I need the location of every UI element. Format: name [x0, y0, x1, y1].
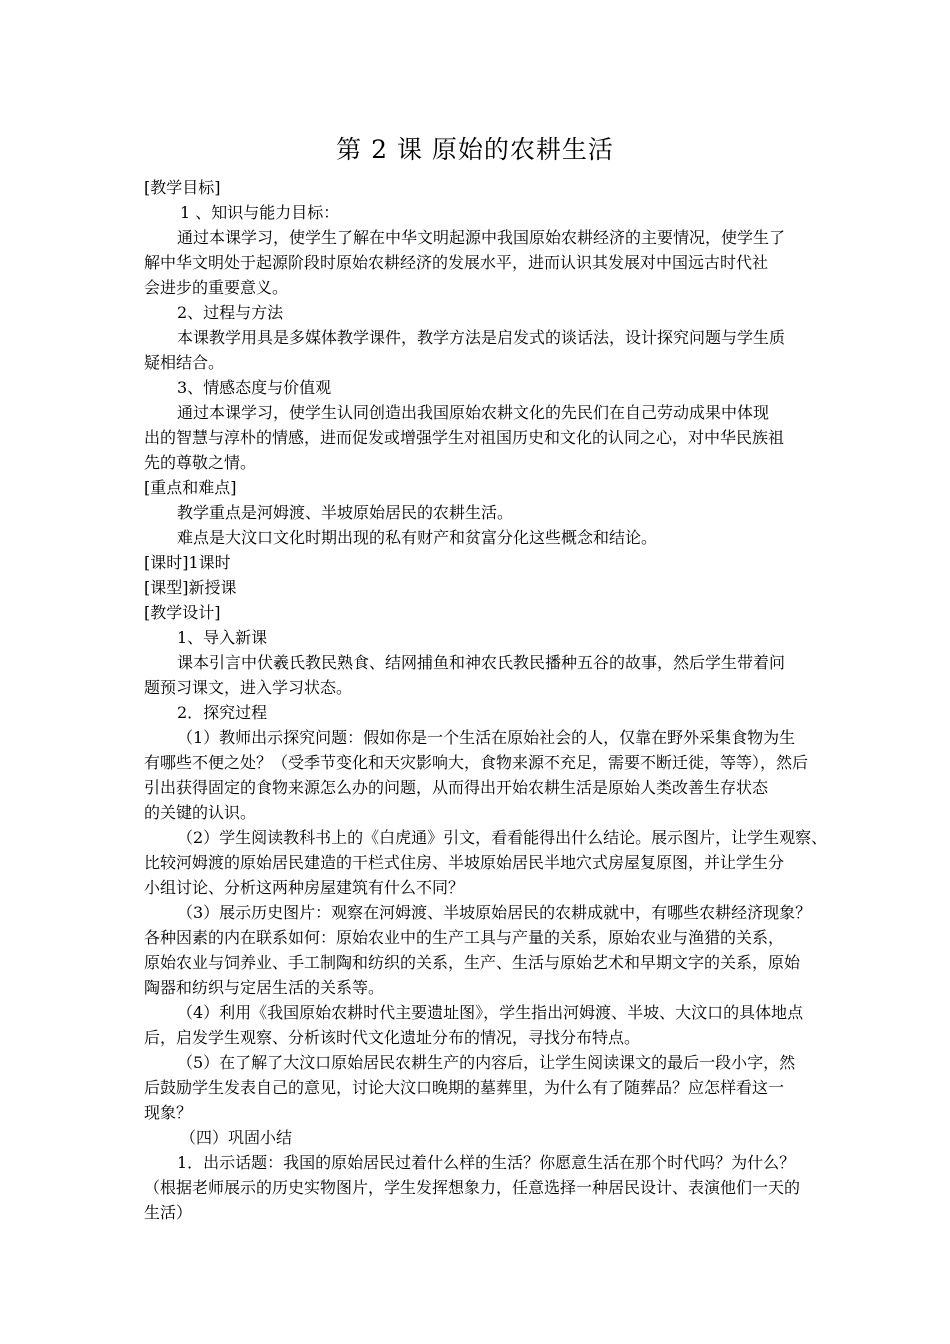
paragraph-line: 题预习课文，进入学习状态。 — [144, 678, 353, 697]
paragraph-line: 引出获得固定的食物来源怎么办的问题，从而得出开始农耕生活是原始人类改善生存状态 — [144, 778, 769, 797]
paragraph-line: 教学重点是河姆渡、半坡原始居民的农耕生活。 — [177, 503, 514, 522]
paragraph-line: 的关键的认识。 — [144, 803, 257, 822]
paragraph-line: 通过本课学习，使学生认同创造出我国原始农耕文化的先民们在自己劳动成果中体现 — [177, 403, 770, 422]
paragraph-line: 出的智慧与淳朴的情感，进而促发或增强学生对祖国历史和文化的认同之心，对中华民族祖 — [144, 428, 785, 447]
paragraph-line: 各种因素的内在联系如何：原始农业中的生产工具与产量的关系，原始农业与渔猎的关系， — [144, 928, 785, 947]
paragraph-line: 会进步的重要意义。 — [144, 278, 289, 297]
paragraph-line: 比较河姆渡的原始居民建造的干栏式住房、半坡原始居民半地穴式房屋复原图，并让学生分 — [144, 853, 785, 872]
paragraph-line: 小组讨论、分析这两种房屋建筑有什么不同？ — [144, 878, 465, 897]
paragraph-line: （3）展示历史图片：观察在河姆渡、半坡原始居民的农耕成就中，有哪些农耕经济现象？ — [177, 903, 812, 922]
paragraph-line: 后鼓励学生发表自己的意见，讨论大汶口晚期的墓葬里，为什么有了随葬品？应怎样看这一 — [144, 1078, 785, 1097]
section-heading-type: [课型]新授课 — [144, 578, 237, 597]
subheading: 3、情感态度与价值观 — [177, 378, 332, 397]
paragraph-line: （2）学生阅读教科书上的《白虎通》引文，看看能得出什么结论。展示图片，让学生观察、 — [177, 828, 828, 847]
paragraph-line: 现象？ — [144, 1103, 193, 1122]
paragraph-line: 后，启发学生观察、分析该时代文化遗址分布的情况，寻找分布特点。 — [144, 1028, 641, 1047]
page-title: 第 2 课 原始的农耕生活 — [336, 135, 614, 164]
paragraph-line: 有哪些不便之处？（受季节变化和天灾影响大，食物来源不充足，需要不断迁徙，等等），然后 — [144, 753, 809, 772]
paragraph-line: 原始农业与饲养业、手工制陶和纺织的关系，生产、生活与原始艺术和早期文字的关系，原始 — [144, 953, 801, 972]
subheading: （四）巩固小结 — [180, 1128, 293, 1147]
section-heading-hours: [课时]1课时 — [144, 553, 231, 572]
paragraph-line: （5）在了解了大汶口原始居民农耕生产的内容后，让学生阅读课文的最后一段小字，然 — [177, 1053, 796, 1072]
paragraph-line: 先的尊敬之情。 — [144, 453, 257, 472]
paragraph-line: 通过本课学习，使学生了解在中华文明起源中我国原始农耕经济的主要情况，使学生了 — [177, 228, 786, 247]
paragraph-line: 难点是大汶口文化时期出现的私有财产和贫富分化这些概念和结论。 — [177, 528, 658, 547]
paragraph-line: 疑相结合。 — [144, 353, 225, 372]
section-heading-objectives: [教学目标] — [144, 178, 221, 197]
paragraph-line: 解中华文明处于起源阶段时原始农耕经济的发展水平，进而认识其发展对中国远古时代社 — [144, 253, 769, 272]
paragraph-line: （1）教师出示探究问题：假如你是一个生活在原始社会的人，仅靠在野外采集食物为生 — [177, 728, 796, 747]
paragraph-line: 本课教学用具是多媒体教学课件，教学方法是启发式的谈话法，设计探究问题与学生质 — [177, 328, 786, 347]
subheading: 2．探究过程 — [177, 703, 268, 722]
paragraph-line: 课本引言中伏羲氏教民熟食、结网捕鱼和神农氏教民播种五谷的故事，然后学生带着问 — [177, 653, 786, 672]
subheading: 2、过程与方法 — [177, 303, 284, 322]
subheading: 1 、知识与能力目标： — [180, 203, 340, 222]
paragraph-line: 生活） — [144, 1203, 193, 1222]
subheading: 1、导入新课 — [177, 628, 268, 647]
section-heading-design: [教学设计] — [144, 603, 221, 622]
section-heading-key-points: [重点和难点] — [144, 478, 237, 497]
paragraph-line: （根据老师展示的历史实物图片，学生发挥想象力，任意选择一种居民设计、表演他们一天的 — [144, 1178, 801, 1197]
paragraph-line: 陶器和纺织与定居生活的关系等。 — [144, 978, 385, 997]
paragraph-line: （4）利用《我国原始农耕时代主要遗址图》，学生指出河姆渡、半坡、大汶口的具体地点 — [177, 1003, 804, 1022]
paragraph-line: 1．出示话题：我国的原始居民过着什么样的生活？你愿意生活在那个时代吗？为什么？ — [177, 1153, 796, 1172]
